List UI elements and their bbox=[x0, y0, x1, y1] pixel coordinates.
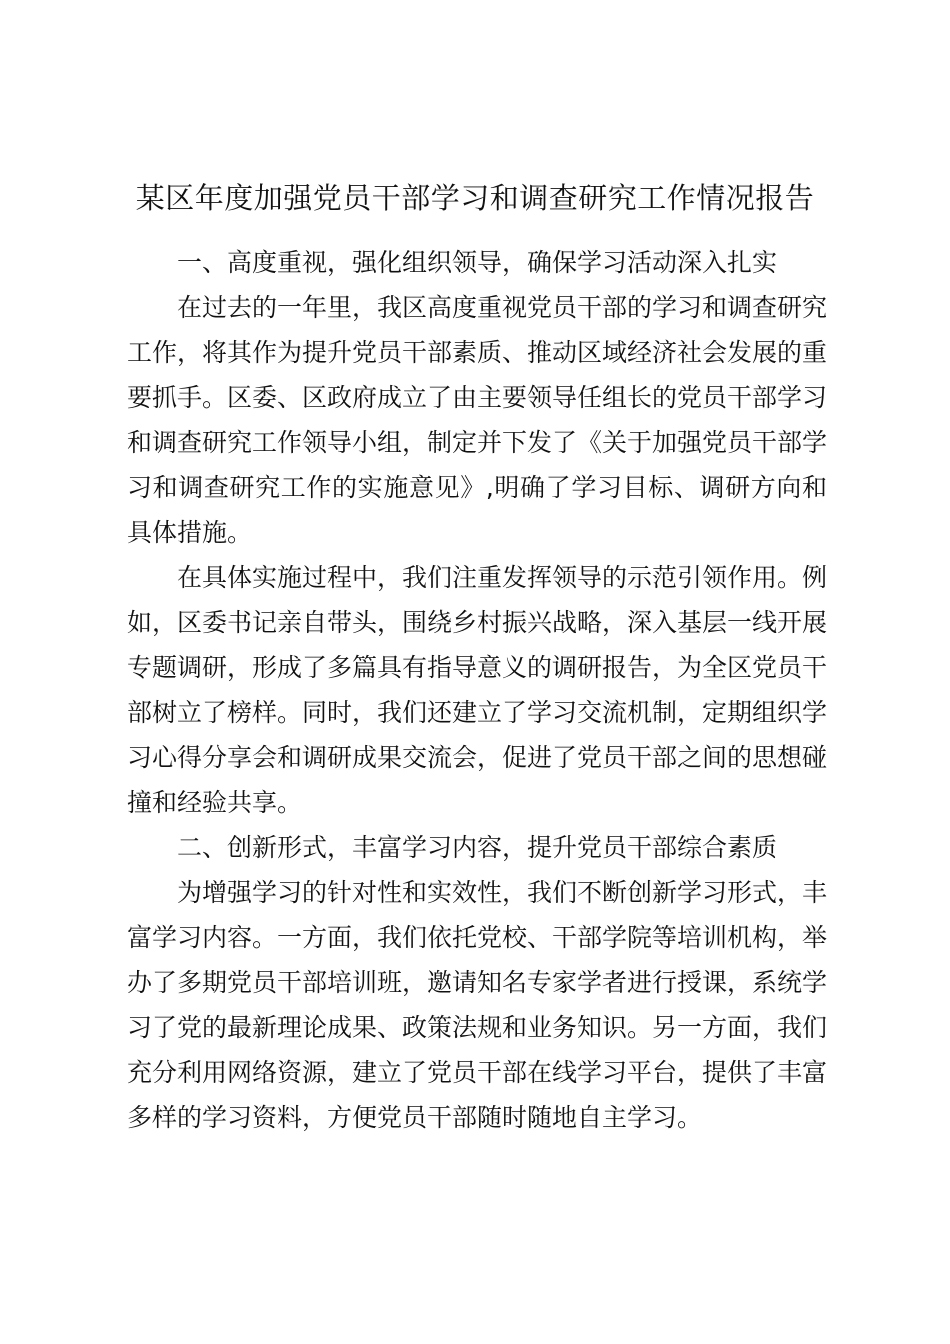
section-heading-1: 一、高度重视，强化组织领导，确保学习活动深入扎实 bbox=[177, 248, 778, 277]
section-heading-2: 二、创新形式，丰富学习内容，提升党员干部综合素质 bbox=[177, 833, 778, 862]
paragraph: 在具体实施过程中，我们注重发挥领导的示范引领作用。例如，区委书记亲自带头，围绕乡村振兴战略，深入基层一线开展专题调研，形成了多篇具有指导意义的调研报告，为全区党员干部树立了榜样。同时，我们还建立了学习交流机制，定期组织学习心得分享会和调研成果交流会，促进了党员干部之间的思想碰撞和经验共享。 bbox=[127, 563, 828, 817]
document-body bbox=[127, 240, 827, 1140]
paragraph: 为增强学习的针对性和实效性，我们不断创新学习形式，丰富学习内容。一方面，我们依托党校、干部学院等培训机构，举办了多期党员干部培训班，邀请知名专家学者进行授课，系统学习了党的最新理论成果、政策法规和业务知识。另一方面，我们充分利用网络资源，建立了党员干部在线学习平台，提供了丰富多样的学习资料，方便党员干部随时随地自主学习。 bbox=[127, 878, 828, 1132]
document-title: 某区年度加强党员干部学习和调查研究工作情况报告 bbox=[135, 181, 815, 215]
paragraph: 在过去的一年里，我区高度重视党员干部的学习和调查研究工作，将其作为提升党员干部素质、推动区域经济社会发展的重要抓手。区委、区政府成立了由主要领导任组长的党员干部学习和调查研究工作领导小组，制定并下发了《关于加强党员干部学习和调查研究工作的实施意见》,明确了学习目标、调研方向和具体措施。 bbox=[127, 293, 828, 547]
